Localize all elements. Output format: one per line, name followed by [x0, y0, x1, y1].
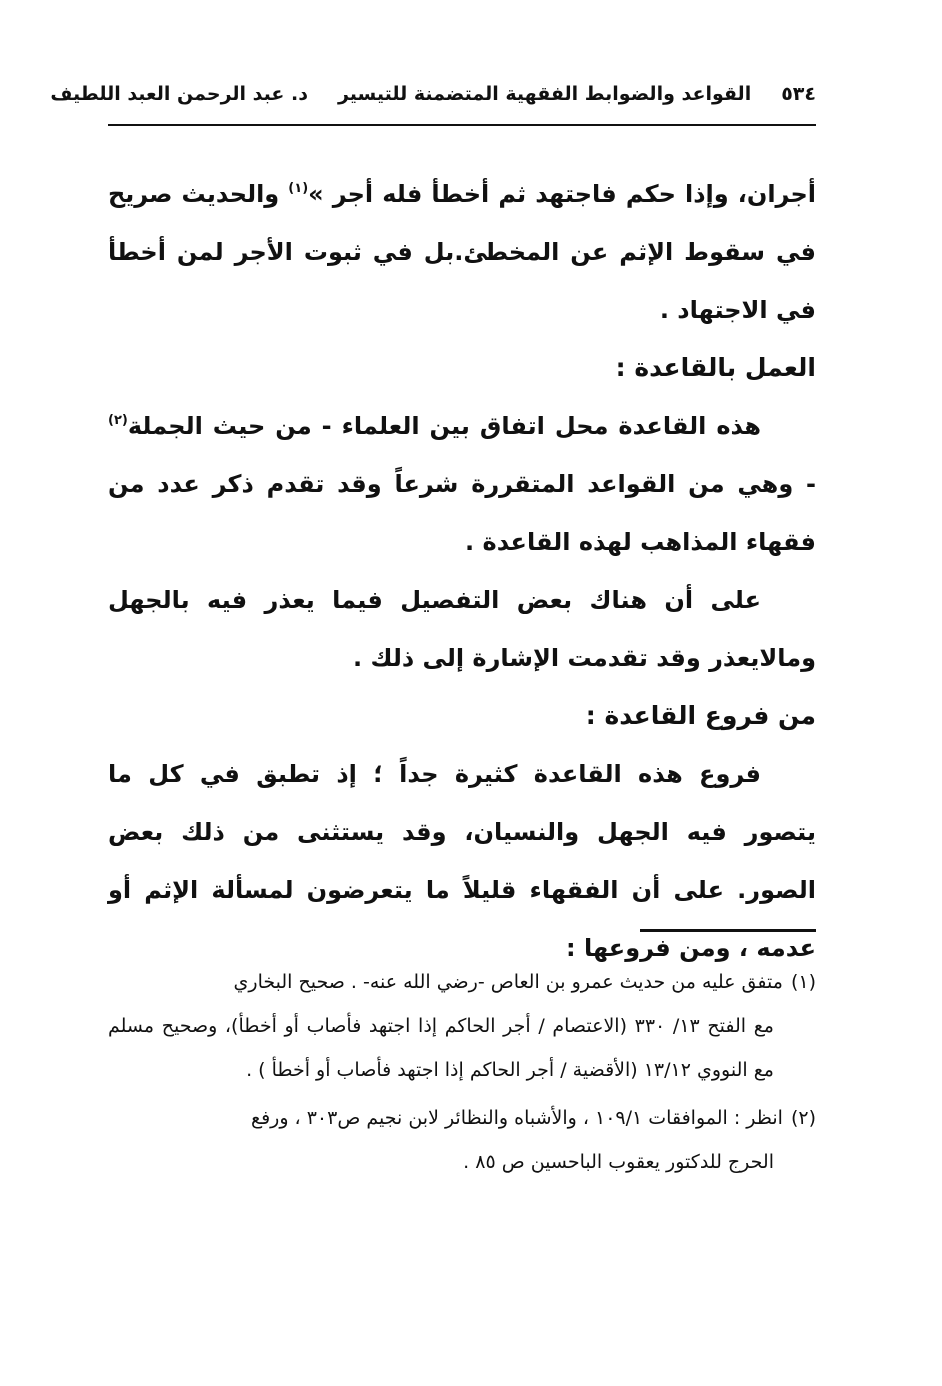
footnote-1-number: (١): [790, 971, 816, 993]
paragraph-2: [108, 397, 816, 571]
header-rule: [108, 124, 816, 126]
footnotes: [108, 960, 816, 1188]
footnote-2: [108, 1096, 816, 1184]
footnote-1-continuation: مع الفتح ١٣/ ٣٣٠ (الاعتصام / أجر الحاكم إذا اجتهد فأصاب أو أخطأ)، وصحيح مسلم مع النووي ١٣/١٢ (الأقضية / أجر الحاكم إذا اجتهد فأصاب أو أخطأ ) .: [108, 1015, 774, 1081]
page-number: ٥٣٤: [781, 83, 816, 105]
section-heading-application: العمل بالقاعدة :: [615, 353, 816, 382]
footnote-2-number: (٢): [790, 1107, 816, 1129]
footnote-1-line1: متفق عليه من حديث عمرو بن العاص -رضي الله عنه- . صحيح البخاري: [233, 971, 783, 993]
paragraph-4: فروع هذه القاعدة كثيرة جداً ؛ إذ تطبق في كل ما يتصور فيه الجهل والنسيان، وقد يستثنى من ذلك بعض الصور. على أن الفقهاء قليلاً ما يتعرضون لمسألة الإثم أو عدمه ، ومن فروعها :: [108, 760, 816, 962]
section-heading-branches: من فروع القاعدة :: [585, 701, 816, 730]
footnote-2-continuation: الحرج للدكتور يعقوب الباحسين ص ٨٥ .: [463, 1151, 774, 1173]
author-name: د. عبد الرحمن العبد اللطيف: [50, 83, 308, 105]
paragraph-3: على أن هناك بعض التفصيل فيما يعذر فيه بالجهل ومالايعذر وقد تقدمت الإشارة إلى ذلك .: [108, 586, 816, 672]
footnote-ref-2: (٢): [108, 413, 128, 428]
paragraph-2-text-b: - وهي من القواعد المتقررة شرعاً وقد تقدم ذكر عدد من فقهاء المذاهب لهذه القاعدة .: [108, 470, 816, 556]
running-header: [50, 74, 816, 114]
footnote-1: [108, 960, 816, 1092]
footnote-ref-1: (١): [288, 181, 309, 196]
paragraph-1: [108, 165, 816, 339]
book-title: القواعد والضوابط الفقهية المتضمنة للتيسير: [337, 83, 752, 105]
footnote-2-first-line: [108, 1096, 816, 1140]
footnote-1-first-line: [108, 960, 816, 1004]
footnote-rule: [640, 929, 816, 932]
main-text: [108, 165, 816, 977]
paragraph-2-text-a: هذه القاعدة محل اتفاق بين العلماء - من حيث الجملة: [127, 412, 761, 440]
paragraph-1-text-b: والحديث صريح في سقوط الإثم عن المخطئ.بل في ثبوت الأجر لمن أخطأ في الاجتهاد .: [108, 180, 816, 324]
paragraph-1-text-a: أجران، وإذا حكم فاجتهد ثم أخطأ فله أجر »: [308, 180, 816, 208]
footnote-2-line1: انظر : الموافقات ١٠٩/١ ، والأشباه والنظائر لابن نجيم ص٣٠٣ ، ورفع: [250, 1107, 783, 1129]
